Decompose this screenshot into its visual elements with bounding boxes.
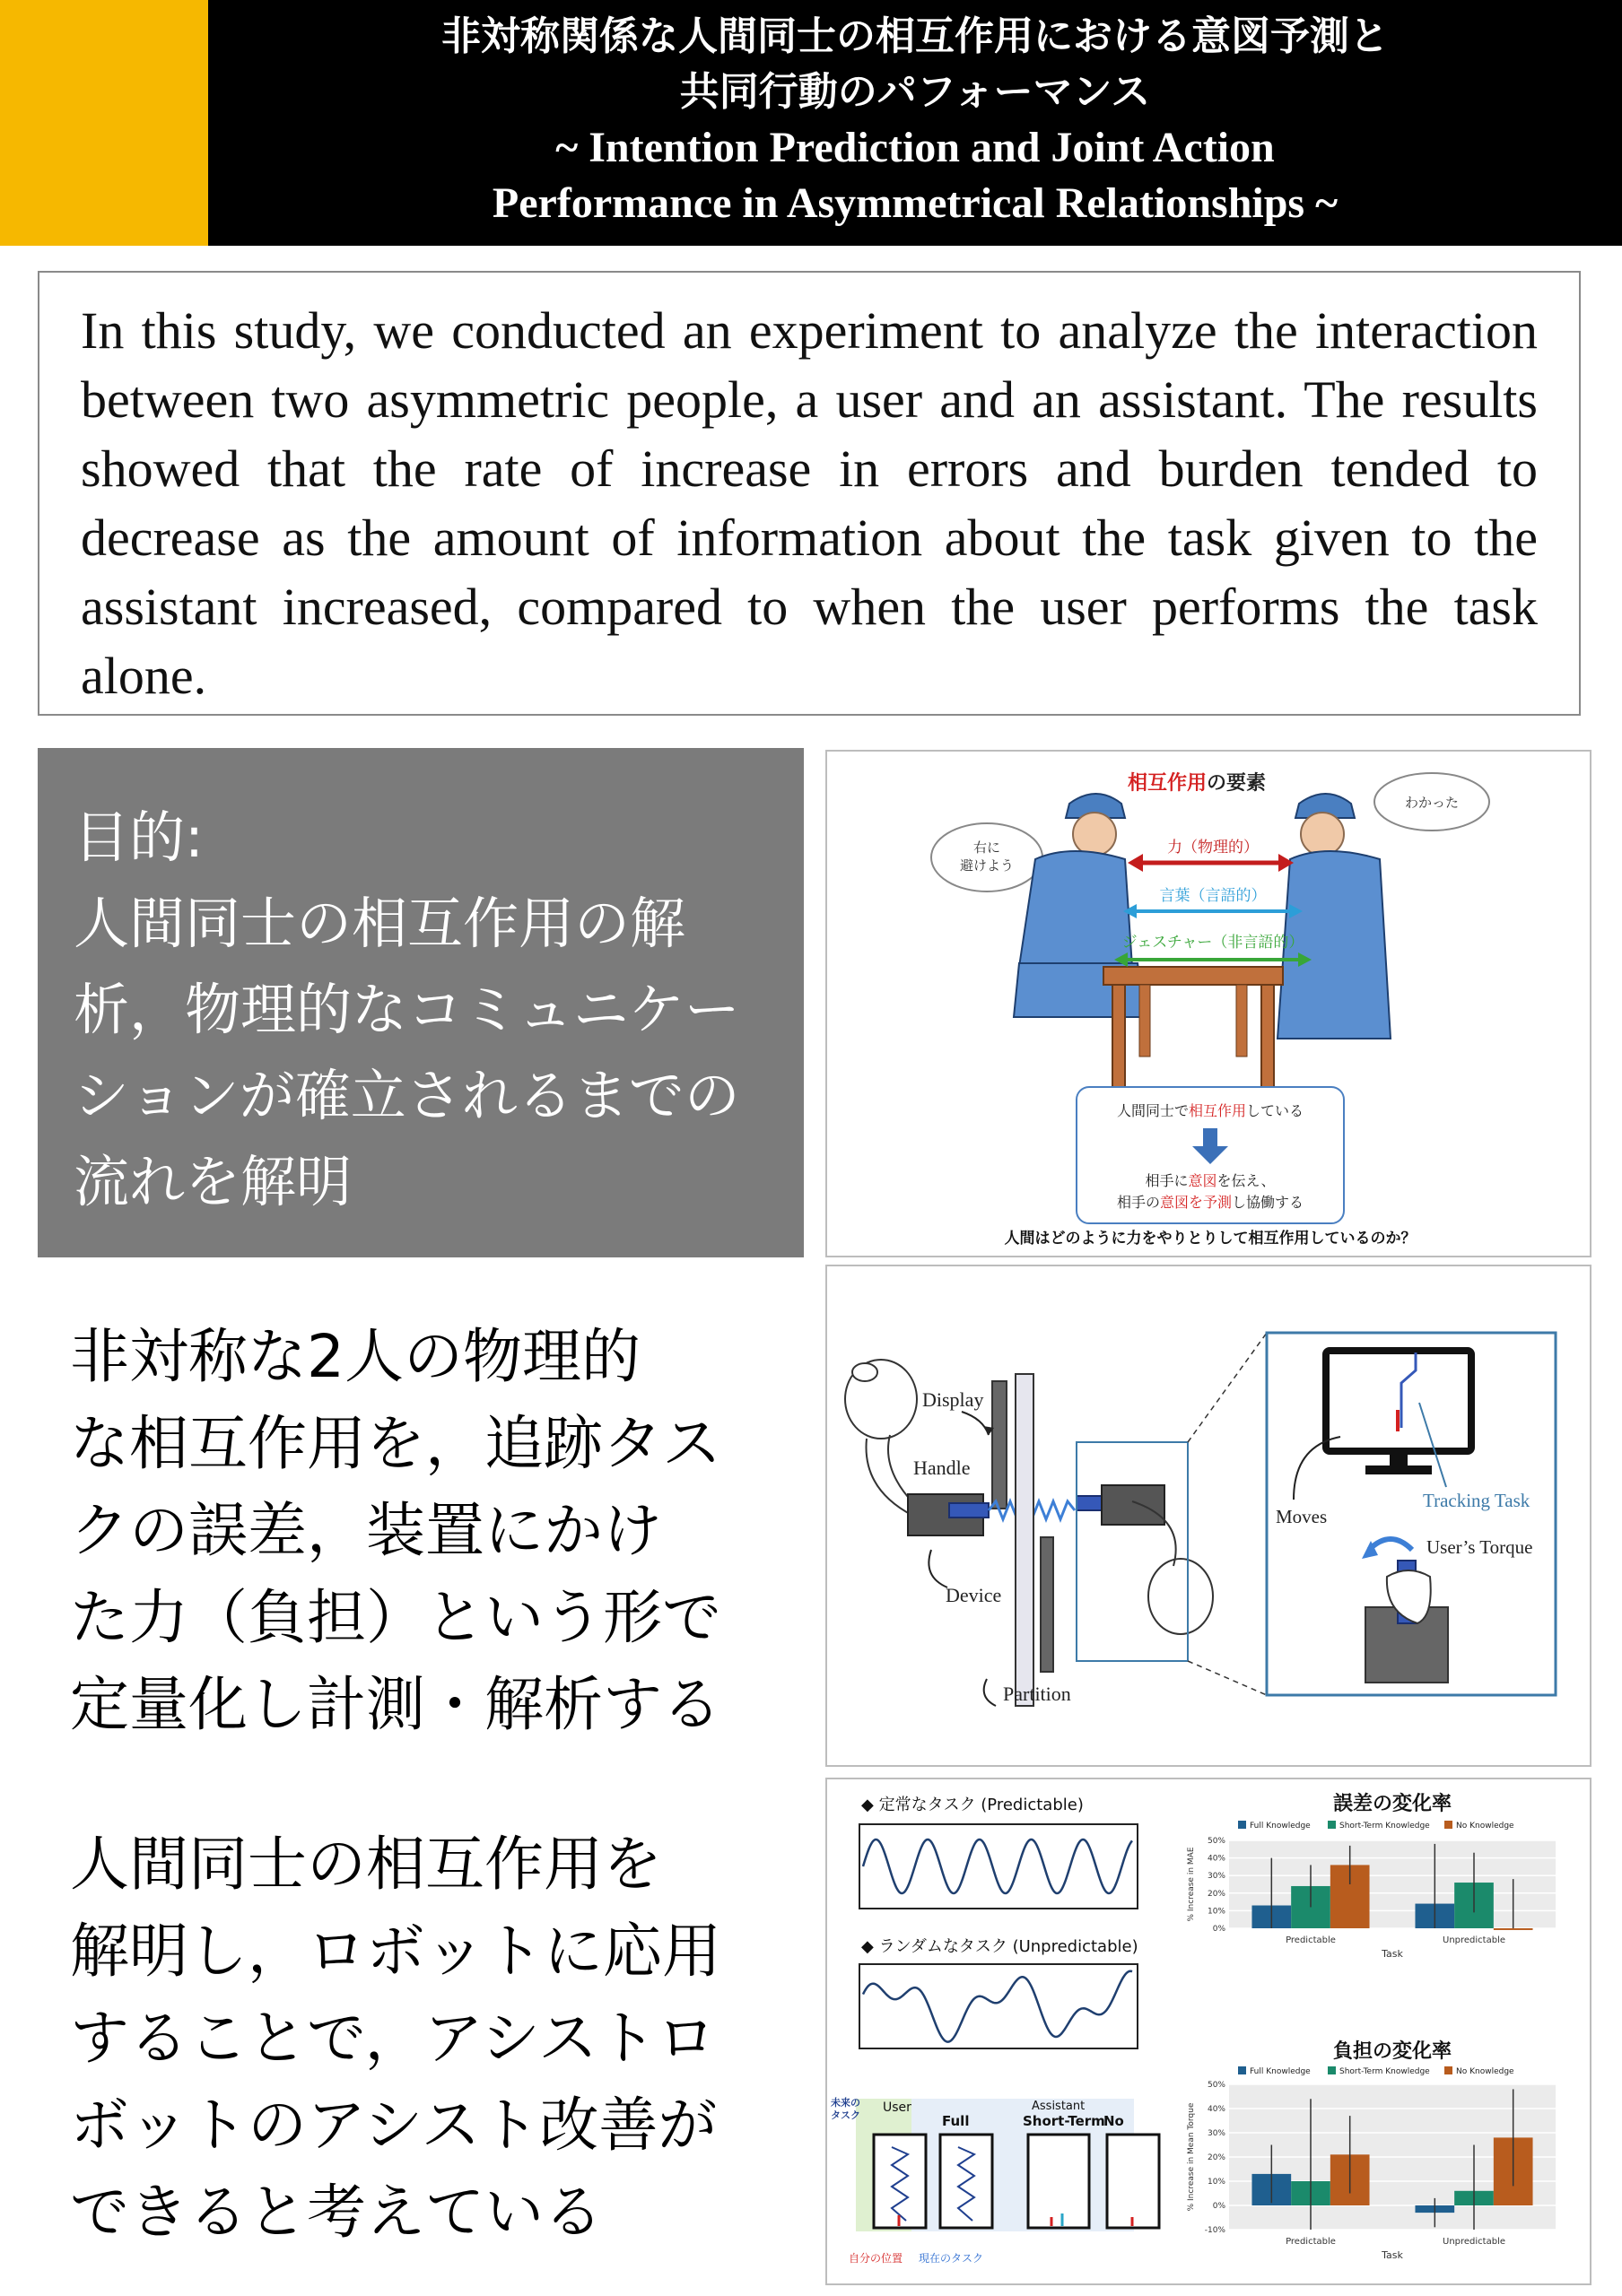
future-task-line1: 未来の <box>831 2097 860 2109</box>
label-device: Device <box>946 1584 1002 1606</box>
x-axis-label: Task <box>1382 2249 1403 2261</box>
arrow-force <box>1128 839 1294 872</box>
legend-swatch <box>1444 2066 1452 2074</box>
legend-swatch <box>1238 2066 1246 2074</box>
legend-swatch <box>1238 1821 1246 1829</box>
bubble-right: わかった <box>1404 795 1460 811</box>
figure2-svg <box>827 1266 1590 1765</box>
purpose-label: 目的: <box>74 804 204 870</box>
short-term-label: Short-Term <box>1023 2113 1105 2129</box>
handle-left <box>949 1503 989 1518</box>
legend-label: Full Knowledge <box>1250 2067 1311 2076</box>
y-tick-label: 0% <box>1212 1925 1225 1934</box>
title-ja-line1: 非対称関係な人間同士の相互作用における意図予測と <box>441 13 1389 59</box>
no-label: No <box>1103 2113 1124 2129</box>
legend-swatch <box>1328 2066 1336 2074</box>
bubble-left-line1: 右に <box>972 839 1001 856</box>
x-tick-label: Unpredictable <box>1443 2237 1505 2247</box>
box-line2: 相手に意図を伝え、 <box>1145 1172 1276 1189</box>
y-tick-label: 0% <box>1212 2202 1225 2211</box>
arrow-gesture-label: ジェスチャー（非言語的） <box>1121 934 1304 952</box>
y-tick-label: 30% <box>1207 2129 1225 2138</box>
method-text: 非対称な2人の物理的 な相互作用を，追跡タス クの誤差，装置にかけ た力（負担）という形で 定量化し計測・解析する <box>70 1322 721 1739</box>
arrow-force-label: 力（物理的） <box>1167 839 1259 857</box>
figure-results <box>825 1778 1591 2285</box>
user-label: User <box>883 2100 911 2115</box>
full-label: Full <box>942 2113 970 2129</box>
task-predictable-label: ◆ 定常なタスク (Predictable) <box>861 1796 1084 1814</box>
x-tick-label: Unpredictable <box>1443 1935 1505 1945</box>
y-tick-label: 40% <box>1207 1854 1225 1864</box>
monitor-icon <box>1326 1351 1471 1474</box>
y-tick-label: 20% <box>1207 2153 1225 2162</box>
legend-label: Short-Term Knowledge <box>1339 2067 1430 2076</box>
goal-text: 人間同士の相互作用を 解明し，ロボットに応用 することで，アシストロ ボットのアシスト改善が できると考えている <box>70 1830 721 2247</box>
x-axis-label: Task <box>1382 1948 1403 1960</box>
device-right <box>1102 1485 1164 1525</box>
label-partition: Partition <box>1003 1683 1071 1705</box>
partition <box>1016 1374 1033 1706</box>
y-tick-label: 50% <box>1207 2081 1225 2090</box>
display-right <box>1041 1537 1053 1672</box>
box-line1: 人間同士で相互作用している <box>1116 1102 1304 1119</box>
y-tick-label: 10% <box>1207 2178 1225 2187</box>
task-unpredictable-label: ◆ ランダムなタスク (Unpredictable) <box>861 1937 1138 1956</box>
bar <box>1494 1928 1533 1930</box>
label-moves: Moves <box>1276 1506 1328 1527</box>
y-axis-label: % Increase in Mean Torque <box>1187 2102 1196 2212</box>
x-tick-label: Predictable <box>1286 1935 1336 1945</box>
label-tracking-task: Tracking Task <box>1423 1490 1530 1511</box>
fig1-question: 人間はどのように力をやりとりして相互作用しているのか？ <box>1004 1230 1417 1248</box>
legend-swatch <box>1444 1821 1452 1829</box>
arrow-speech-label: 言葉（言語的） <box>1159 887 1267 905</box>
legend-label: Full Knowledge <box>1250 1822 1311 1831</box>
title-en-line1: ~ Intention Prediction and Joint Action <box>555 124 1275 171</box>
display-left <box>992 1381 1007 1509</box>
own-position-label: 自分の位置 <box>849 2252 903 2265</box>
legend-label: No Knowledge <box>1456 1822 1514 1831</box>
label-display: Display <box>922 1388 984 1411</box>
header-banner <box>208 0 1622 246</box>
figure-interaction-elements <box>825 750 1591 1257</box>
box-line3: 相手の意図を予測し協働する <box>1116 1194 1304 1211</box>
chart-error-change <box>1187 1792 1556 1960</box>
legend-label: Short-Term Knowledge <box>1339 1822 1430 1831</box>
title-en-line2: Performance in Asymmetrical Relationships ~ <box>492 179 1339 227</box>
future-task-line2: タスク <box>831 2109 860 2121</box>
table-icon <box>1103 967 1283 1091</box>
chart-burden-change <box>1187 2039 1556 2261</box>
y-axis-label: % Increase in MAE <box>1187 1847 1196 1922</box>
chart-title: 誤差の変化率 <box>1332 1793 1452 1815</box>
figure3-svg <box>827 1779 1590 2283</box>
label-users-torque: User’s Torque <box>1426 1536 1533 1558</box>
legend-label: No Knowledge <box>1456 2067 1514 2076</box>
short-term-screen <box>1028 2135 1089 2228</box>
purpose-text: 人間同士の相互作用の解析，物理的なコミュニケーションが確立されるまでの流れを解明 <box>74 891 740 1214</box>
torque-arrow-icon <box>1362 1539 1412 1559</box>
figure-experiment-setup <box>825 1265 1591 1767</box>
fig1-title: 相互作用の要素 <box>1128 772 1267 795</box>
assistant-label: Assistant <box>1032 2100 1086 2113</box>
y-tick-label: 30% <box>1207 1872 1225 1882</box>
current-task-label: 現在のタスク <box>919 2252 984 2265</box>
purpose-box <box>38 748 804 1257</box>
y-tick-label: 50% <box>1207 1837 1225 1846</box>
header-accent-bar <box>0 0 208 246</box>
y-tick-label: 10% <box>1207 1907 1225 1917</box>
hand-device-icon <box>1365 1561 1448 1683</box>
x-tick-label: Predictable <box>1286 2237 1336 2247</box>
label-handle: Handle <box>913 1457 971 1479</box>
task-unpredictable-plot <box>859 1964 1138 2048</box>
legend-swatch <box>1328 1821 1336 1829</box>
figure1-svg <box>827 752 1590 1256</box>
arrow-speech <box>1123 887 1303 918</box>
worker-right-icon <box>1278 794 1391 1039</box>
abstract-box: In this study, we conducted an experiment to analyze the interaction between two asymmetric people, a user and an assistant. The results showed that the rate of increase in errors and burden tended to decrease as the amount of information about the task given to the assistant increased, compared to when the user performs the task alone. <box>38 271 1581 716</box>
y-tick-label: 20% <box>1207 1889 1225 1899</box>
y-tick-label: 40% <box>1207 2105 1225 2114</box>
y-tick-label: -10% <box>1204 2226 1225 2235</box>
bubble-left-line2: 避けよう <box>959 857 1015 874</box>
no-screen <box>1107 2135 1159 2228</box>
title-ja-line2: 共同行動のパフォーマンス <box>679 69 1151 115</box>
chart-title: 負担の変化率 <box>1332 2040 1452 2063</box>
